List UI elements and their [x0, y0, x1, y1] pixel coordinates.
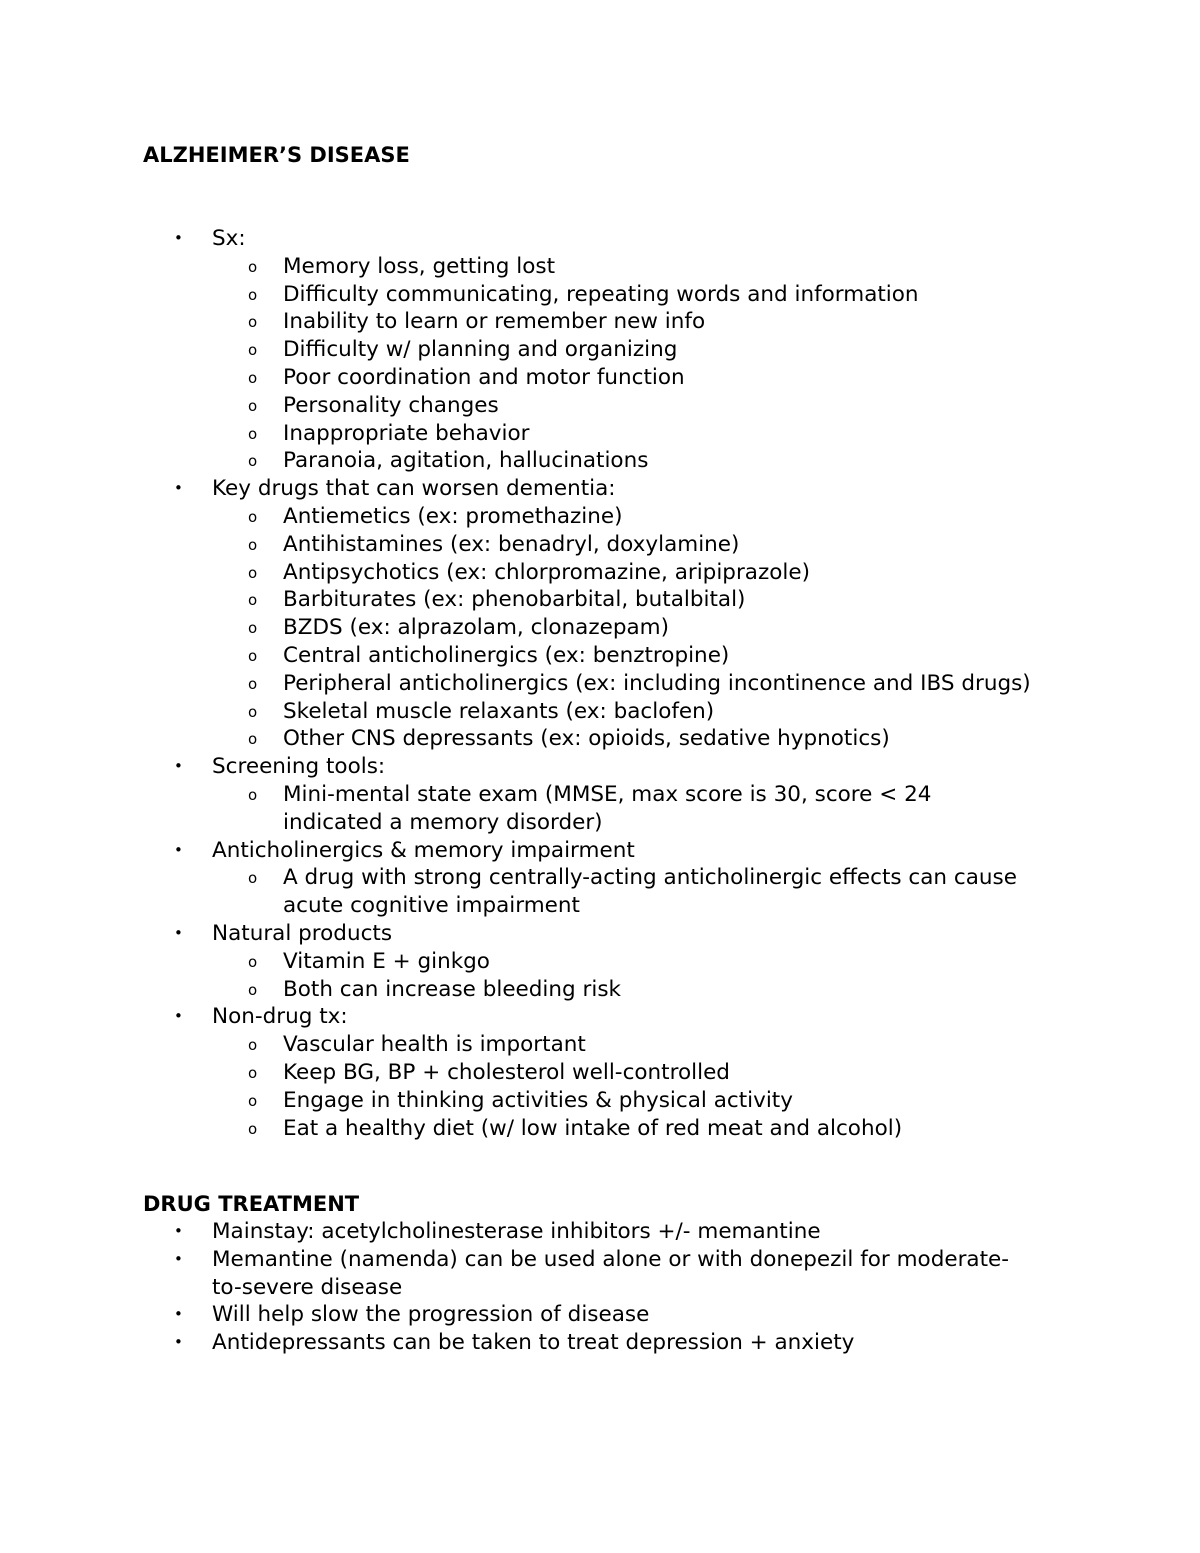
list-item-text: Sx: — [212, 226, 246, 251]
list-item-text: Memantine (namenda) can be used alone or with donepezil for moderate-to-severe disease — [212, 1246, 1010, 1300]
sublist-item-text: Central anticholinergics (ex: benztropine) — [283, 642, 730, 668]
sublist-container — [0, 503, 1033, 753]
circle-bullet-icon: o — [248, 785, 258, 804]
circle-bullet-icon: o — [248, 674, 258, 693]
sublist-non-drug — [0, 1031, 1033, 1142]
sublist-item-text: Poor coordination and motor function — [283, 364, 685, 390]
circle-bullet-icon: o — [248, 730, 258, 749]
bullet-icon: • — [174, 229, 183, 247]
sublist-item-text: Difficulty communicating, repeating words and information — [283, 281, 919, 307]
sublist-item-text: Engage in thinking activities & physical activity — [283, 1087, 793, 1113]
list-item — [0, 753, 1032, 781]
circle-bullet-icon: o — [248, 1036, 258, 1055]
list-item-text: Natural products — [212, 920, 393, 946]
sublist-item — [0, 642, 1033, 670]
sublist-item — [0, 1087, 1033, 1115]
bullet-icon: • — [174, 1007, 183, 1026]
sublist-item — [0, 1115, 1033, 1143]
bullet-icon: • — [174, 1305, 183, 1324]
sublist-container — [0, 864, 1033, 920]
bullet-icon: • — [174, 1249, 183, 1268]
circle-bullet-icon: o — [248, 1063, 258, 1082]
circle-bullet-icon: o — [248, 980, 258, 999]
sublist-natural-products — [0, 948, 1033, 1004]
list-item-text: Will help slow the progression of disease — [212, 1302, 650, 1328]
sublist-container — [0, 781, 1033, 837]
circle-bullet-icon: o — [248, 952, 258, 971]
sublist-item-text: A drug with strong centrally-acting anticholinergic effects can cause acute cognitive impairment — [283, 865, 1017, 919]
sublist-item-text: Inability to learn or remember new info — [283, 309, 706, 335]
sublist-item — [0, 586, 1033, 614]
list-item-text: Antidepressants can be taken to treat depression + anxiety — [212, 1330, 855, 1356]
sublist-item-text: Keep BG, BP + cholesterol well-controlled — [283, 1059, 730, 1085]
circle-bullet-icon: o — [248, 285, 258, 304]
sublist-item-text: Paranoia, agitation, hallucinations — [283, 448, 649, 474]
sublist-item — [0, 1059, 1033, 1087]
sublist-item — [0, 281, 1033, 309]
sublist-item — [0, 364, 1033, 392]
bullet-icon: • — [174, 479, 183, 498]
sublist-item — [0, 948, 1033, 976]
list-item — [0, 225, 1032, 253]
sublist-item — [0, 864, 1033, 920]
sublist-item-text: Barbiturates (ex: phenobarbital, butalbital) — [283, 587, 746, 613]
sublist-item-text: Memory loss, getting lost — [283, 253, 556, 279]
sublist-anticholinergics — [0, 864, 1033, 920]
sublist-item — [0, 420, 1033, 448]
sublist-item — [0, 336, 1033, 364]
circle-bullet-icon: o — [248, 257, 258, 276]
bullet-icon: • — [174, 757, 183, 776]
bullet-icon: • — [174, 923, 183, 942]
sublist-item — [0, 531, 1033, 559]
list-item — [0, 1329, 1032, 1357]
sublist-item — [0, 1031, 1033, 1059]
circle-bullet-icon: o — [248, 1119, 258, 1138]
bullet-icon: • — [174, 840, 183, 859]
sublist-item-text: Antiemetics (ex: promethazine) — [283, 503, 623, 529]
sublist-item — [0, 503, 1033, 531]
sublist-item-text: Inappropriate behavior — [283, 420, 530, 446]
list-item — [0, 1301, 1032, 1329]
sublist-item-text: Antihistamines (ex: benadryl, doxylamine) — [283, 531, 740, 557]
circle-bullet-icon: o — [248, 452, 258, 471]
list-item — [0, 837, 1032, 865]
list-item-text: Key drugs that can worsen dementia: — [212, 476, 616, 502]
sublist-item — [0, 698, 1033, 726]
sublist-item — [0, 392, 1033, 420]
sublist-item-text: BZDS (ex: alprazolam, clonazepam) — [283, 615, 669, 641]
circle-bullet-icon: o — [248, 591, 258, 610]
section-title-drug-treatment: DRUG TREATMENT — [143, 1192, 360, 1216]
sublist-item-text: Vitamin E + ginkgo — [283, 948, 490, 974]
bullet-icon: • — [174, 1222, 183, 1240]
sublist-item-text: Antipsychotics (ex: chlorpromazine, aripiprazole) — [283, 559, 810, 585]
list-item — [0, 920, 1032, 948]
drug-treatment-list — [0, 1218, 1032, 1357]
circle-bullet-icon: o — [248, 507, 258, 526]
circle-bullet-icon: o — [248, 646, 258, 665]
circle-bullet-icon: o — [248, 563, 258, 582]
sublist-item-text: Other CNS depressants (ex: opioids, sedative hypnotics) — [283, 726, 890, 752]
bullet-icon: • — [174, 1333, 183, 1352]
list-item — [0, 1218, 1032, 1246]
list-item-text: Anticholinergics & memory impairment — [212, 837, 635, 863]
list-item — [0, 1246, 1032, 1302]
circle-bullet-icon: o — [248, 341, 258, 360]
circle-bullet-icon: o — [248, 368, 258, 387]
sublist-item-text: Mini-mental state exam (MMSE, max score is 30, score < 24 indicated a memory disorder) — [283, 781, 932, 835]
circle-bullet-icon: o — [248, 535, 258, 554]
sublist-item — [0, 725, 1033, 753]
circle-bullet-icon: o — [248, 869, 258, 888]
sublist-container — [0, 948, 1033, 1004]
sublist-item-text: Difficulty w/ planning and organizing — [283, 337, 678, 363]
circle-bullet-icon: o — [248, 1091, 258, 1110]
circle-bullet-icon: o — [248, 396, 258, 415]
sublist-item-text: Both can increase bleeding risk — [283, 976, 621, 1002]
sublist-item-text: Peripheral anticholinergics (ex: including incontinence and IBS drugs) — [283, 670, 1031, 696]
sublist-sx — [0, 253, 1033, 475]
circle-bullet-icon: o — [248, 619, 258, 638]
list-item — [0, 475, 1032, 503]
sublist-item-text: Eat a healthy diet (w/ low intake of red meat and alcohol) — [283, 1115, 903, 1141]
sublist-container — [0, 1031, 1033, 1142]
sublist-item — [0, 670, 1033, 698]
list-item-text: Screening tools: — [212, 754, 386, 780]
sublist-item — [0, 253, 1033, 281]
sublist-item — [0, 308, 1033, 336]
alzheimers-list — [0, 225, 1033, 1142]
sublist-item — [0, 614, 1033, 642]
sublist-item — [0, 781, 1033, 837]
circle-bullet-icon: o — [248, 313, 258, 332]
list-item-text: Non-drug tx: — [212, 1004, 348, 1030]
sublist-item-text: Skeletal muscle relaxants (ex: baclofen) — [283, 698, 715, 724]
sublist-item — [0, 976, 1033, 1004]
sublist-item-text: Vascular health is important — [283, 1032, 586, 1058]
circle-bullet-icon: o — [248, 424, 258, 443]
sublist-item — [0, 559, 1033, 587]
sublist-item — [0, 447, 1033, 475]
sublist-container — [0, 253, 1033, 475]
circle-bullet-icon: o — [248, 702, 258, 721]
sublist-key-drugs — [0, 503, 1033, 753]
sublist-screening — [0, 781, 1033, 837]
list-item — [0, 1003, 1032, 1031]
list-item-text: Mainstay: acetylcholinesterase inhibitors +/- memantine — [212, 1219, 821, 1244]
section-title-alzheimers: ALZHEIMER’S DISEASE — [143, 143, 410, 167]
sublist-item-text: Personality changes — [283, 392, 499, 418]
